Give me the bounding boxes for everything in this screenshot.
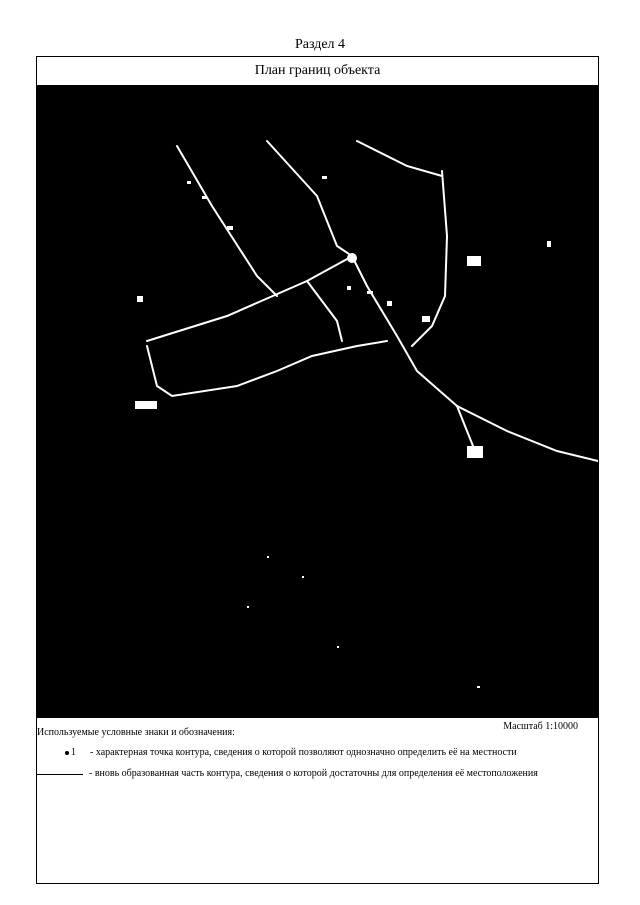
building-cluster-7 bbox=[387, 301, 392, 306]
building-cluster-11 bbox=[135, 401, 157, 409]
road-north-east-2 bbox=[357, 141, 442, 176]
legend-point-row bbox=[65, 747, 517, 758]
plan-title: План границ объекта bbox=[37, 57, 598, 86]
point-description: - характерная точка контура, сведения о которой позволяют однозначно определить её на местности bbox=[90, 747, 517, 758]
road-north-east bbox=[267, 141, 598, 461]
point-marker-icon bbox=[65, 751, 69, 755]
building-cluster-1 bbox=[187, 181, 191, 184]
speck-5 bbox=[247, 606, 249, 608]
building-cluster-3 bbox=[227, 226, 233, 230]
section-title: Раздел 4 bbox=[294, 37, 346, 52]
building-cluster-4 bbox=[322, 176, 327, 179]
line-symbol-icon bbox=[37, 774, 83, 775]
roundabout bbox=[347, 253, 357, 263]
speck-4 bbox=[477, 686, 480, 688]
building-cluster-5 bbox=[347, 286, 351, 290]
speck-1 bbox=[267, 556, 269, 558]
point-number: 1 bbox=[71, 747, 76, 758]
building-cluster-6 bbox=[367, 291, 373, 294]
building-cluster-10 bbox=[467, 446, 483, 458]
speck-2 bbox=[302, 576, 304, 578]
road-inner bbox=[307, 281, 342, 341]
building-cluster-13 bbox=[547, 241, 551, 247]
map-features bbox=[37, 86, 598, 718]
road-south-loop bbox=[147, 341, 387, 396]
building-cluster-2 bbox=[202, 196, 207, 199]
speck-3 bbox=[337, 646, 339, 648]
legend-heading: Используемые условные знаки и обозначения: bbox=[37, 727, 235, 738]
plan-frame bbox=[36, 56, 599, 884]
road-west-loop bbox=[147, 258, 349, 341]
building-cluster-8 bbox=[422, 316, 430, 322]
building-cluster-9 bbox=[467, 256, 481, 266]
building-cluster-12 bbox=[137, 296, 143, 302]
map-scale: Масштаб 1:10000 bbox=[503, 721, 578, 732]
road-main-diagonal bbox=[177, 146, 277, 296]
satellite-map bbox=[37, 86, 598, 718]
legend-line-row bbox=[37, 768, 557, 780]
line-description: - вновь образованная часть контура, сведения о которой достаточны для определения её местоположения bbox=[89, 768, 538, 779]
